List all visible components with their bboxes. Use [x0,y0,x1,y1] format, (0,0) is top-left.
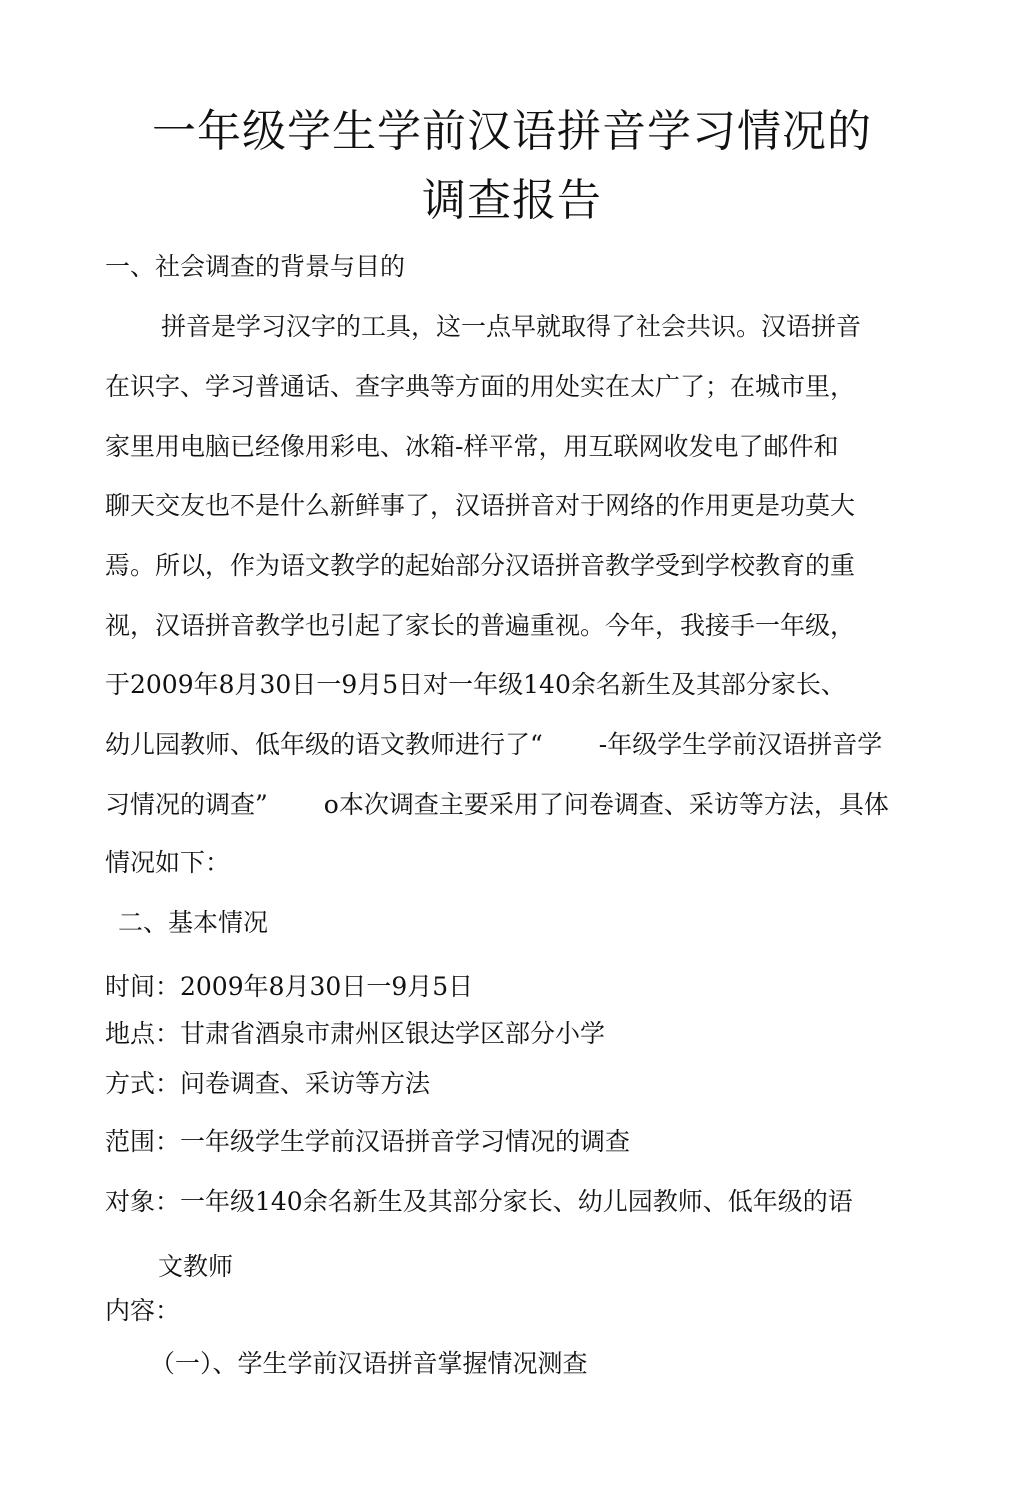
info-place: 地点：甘肃省酒泉市肃州区银达学区部分小学 [105,1019,606,1048]
info-time: 时间：2009年8月30日一9月5日 [105,972,474,1001]
section-1-heading: 一、社会调查的背景与目的 [105,252,406,281]
paragraph-line-2: 在识字、学习普通话、查字典等方面的用处实在太广了；在城市里， [105,372,856,401]
paragraph-line-9-part-a: 习情况的调查” [105,790,268,819]
paragraph-line-8 [105,728,882,762]
paragraph-line-10: 情况如下： [105,848,231,877]
info-target: 对象：一年级140余名新生及其部分家长、幼儿园教师、低年级的语 [105,1187,853,1216]
info-scope: 范围：一年级学生学前汉语拼音学习情况的调查 [105,1127,631,1156]
subsection-1-heading: （一）、学生学前汉语拼音掌握情况测查 [150,1349,588,1378]
paragraph-line-6: 视，汉语拼音教学也引起了家长的普遍重视。今年，我接手一年级， [105,611,856,640]
paragraph-line-9 [105,788,889,822]
paragraph-line-9-part-b: o本次调查主要采用了问卷调查、采访等方法，具体 [323,790,889,819]
paragraph-line-7: 于2009年8月30日一9月5日对一年级140余名新生及其部分家长、 [105,670,846,699]
paragraph-line-5: 焉。所以，作为语文教学的起始部分汉语拼音教学受到学校教育的重 [105,551,856,580]
paragraph-line-4: 聊天交友也不是什么新鲜事了，汉语拼音对于网络的作用更是功莫大 [105,491,856,520]
paragraph-line-1: 拼音是学习汉字的工具，这一点早就取得了社会共识。汉语拼音 [161,312,862,341]
section-2-heading: 二、基本情况 [118,908,269,937]
info-target-continued: 文教师 [158,1252,234,1281]
paragraph-line-8-part-a: 幼儿园教师、低年级的语文教师进行了“ [105,730,543,759]
info-method: 方式：问卷调查、采访等方法 [105,1069,431,1098]
info-content-label: 内容： [105,1296,181,1325]
document-title-line-1: 一年级学生学前汉语拼音学习情况的 [152,106,872,157]
document-title-line-2: 调查报告 [422,175,602,226]
paragraph-line-8-part-b: -年级学生学前汉语拼音学 [598,730,883,759]
paragraph-line-3: 家里用电脑已经像用彩电、冰箱-样平常，用互联网收发电了邮件和 [105,432,839,461]
